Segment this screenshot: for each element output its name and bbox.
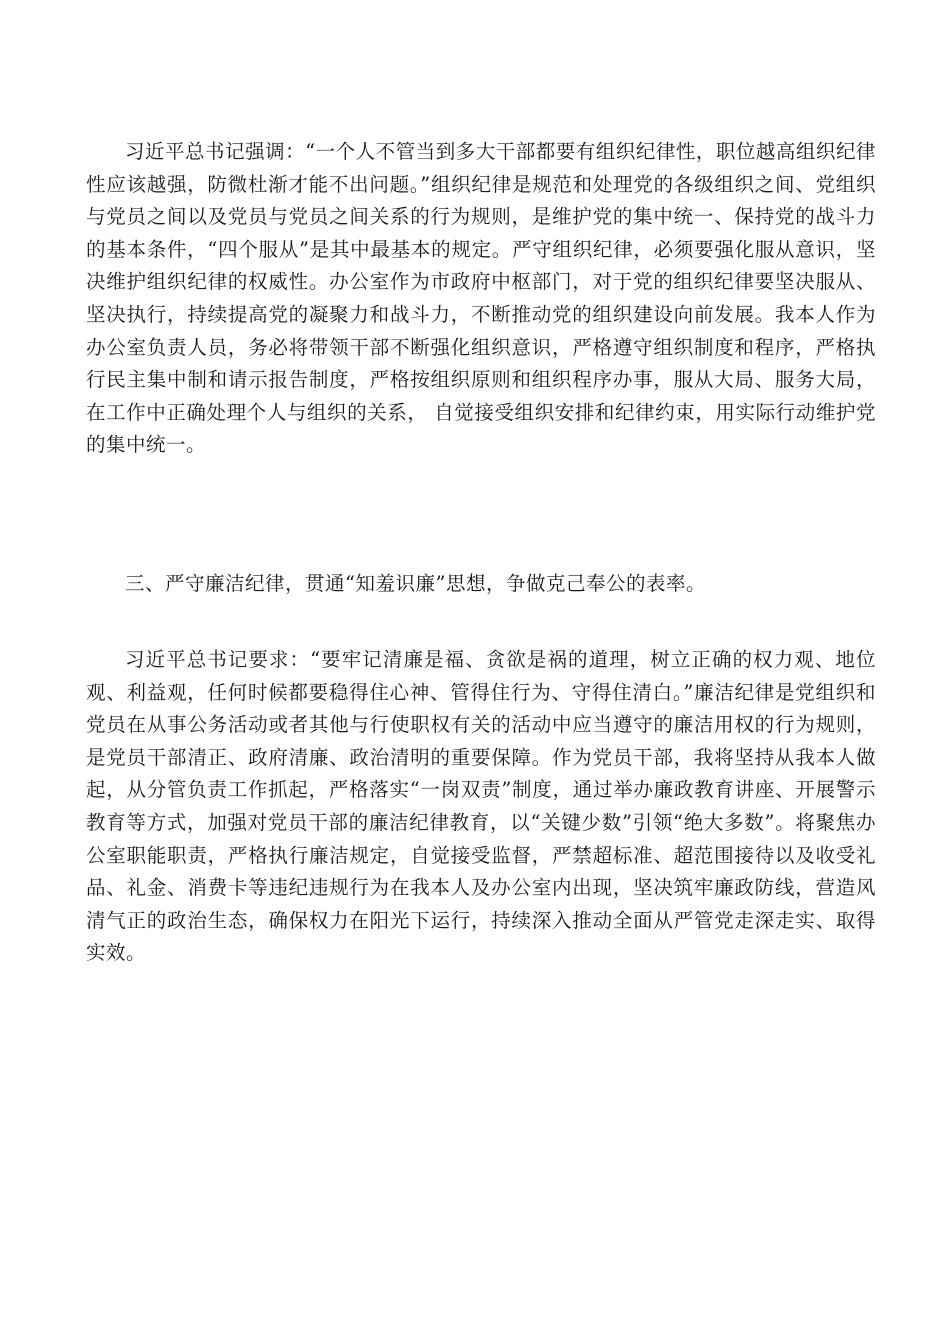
body-paragraph: 习近平总书记强调：“一个人不管当到多大干部都要有组织纪律性，职位越高组织纪律性应该越强，防微杜渐才能不出问题。”组织纪律是规范和处理党的各级组织之间、党组织与党员之间以及党员与党员之间关系的行为规则，是维护党的集中统一、保持党的战斗力的基本条件，“四个服从”是其中最基本的规定。严守组织纪律，必须要强化服从意识，坚决维护组织纪律的权威性。办公室作为市政府中枢部门，对于党的组织纪律要坚决服从、坚决执行，持续提高党的凝聚力和战斗力，不断推动党的组织建设向前发展。我本人作为办公室负责人员，务必将带领干部不断强化组织意识，严格遵守组织制度和程序，严格执行民主集中制和请示报告制度，严格按组织原则和组织程序办事，服从大局、服务大局，在工作中正确处理个人与组织的关系， 自觉接受组织安排和纪律约束，用实际行动维护党的集中统一。	[86, 140, 876, 457]
paragraph-organizational-discipline	[86, 136, 876, 462]
section-heading: 三、严守廉洁纪律，贯通“知羞识廉”思想，争做克己奉公的表率。	[125, 572, 706, 595]
paragraph-integrity-discipline	[86, 644, 876, 970]
body-paragraph: 习近平总书记要求：“要牢记清廉是福、贪欲是祸的道理，树立正确的权力观、地位观、利益观，任何时候都要稳得住心神、管得住行为、守得住清白。”廉洁纪律是党组织和党员在从事公务活动或者其他与行使职权有关的活动中应当遵守的廉洁用权的行为规则，是党员干部清正、政府清廉、政治清明的重要保障。作为党员干部，我将坚持从我本人做起，从分管负责工作抓起，严格落实“一岗双责”制度，通过举办廉政教育讲座、开展警示教育等方式，加强对党员干部的廉洁纪律教育，以“关键少数”引领“绝大多数”。将聚焦办公室职能职责，严格执行廉洁规定，自觉接受监督，严禁超标准、超范围接待以及收受礼品、礼金、消费卡等违纪违规行为在我本人及办公室内出现，坚决筑牢廉政防线，营造风清气正的政治生态，确保权力在阳光下运行，持续深入推动全面从严管党走深走实、取得实效。	[86, 648, 876, 965]
section-3-heading-block	[86, 568, 876, 601]
